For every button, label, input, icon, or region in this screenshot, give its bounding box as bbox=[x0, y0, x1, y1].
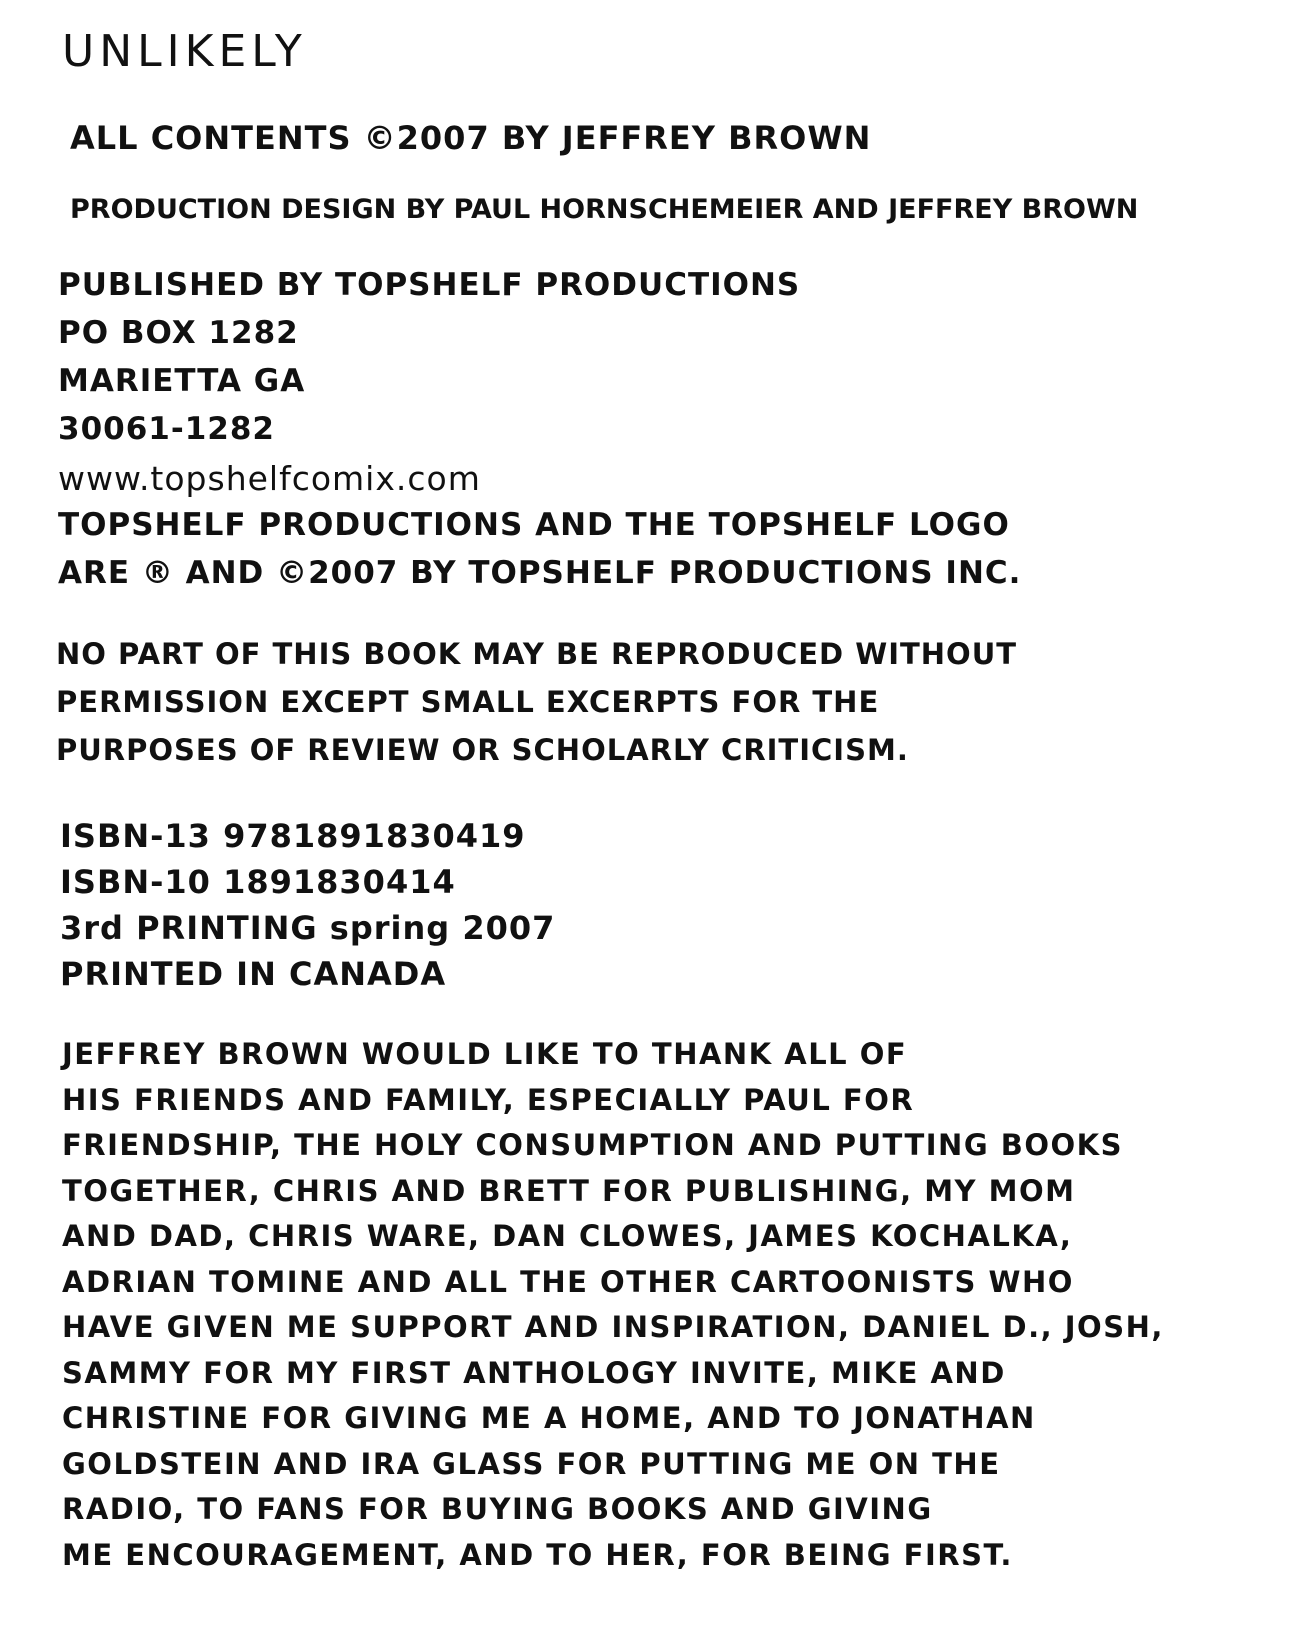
trademark-line-2: ARE ® AND ©2007 BY TOPSHELF PRODUCTIONS INC. bbox=[58, 555, 1022, 591]
website: www.topshelfcomix.com bbox=[58, 459, 481, 498]
copyright-line: ALL CONTENTS ©2007 BY JEFFREY BROWN bbox=[70, 119, 872, 157]
trademark-line-1: TOPSHELF PRODUCTIONS AND THE TOPSHELF LOGO bbox=[58, 507, 1010, 543]
rights-line: NO PART OF THIS BOOK MAY BE REPRODUCED WITHOUT bbox=[56, 637, 1018, 671]
isbn-13: ISBN-13 9781891830419 bbox=[60, 817, 526, 855]
thanks-line: CHRISTINE FOR GIVING ME A HOME, AND TO JONATHAN bbox=[62, 1401, 1036, 1435]
rights-notice bbox=[56, 637, 1018, 784]
printing-edition: 3rd PRINTING spring 2007 bbox=[60, 909, 556, 947]
rights-line: PERMISSION EXCEPT SMALL EXCERPTS FOR THE bbox=[56, 685, 880, 719]
thanks-line: HAVE GIVEN ME SUPPORT AND INSPIRATION, DANIEL D., JOSH, bbox=[62, 1310, 1164, 1344]
city: MARIETTA GA bbox=[58, 363, 306, 399]
zip-code: 30061-1282 bbox=[58, 411, 275, 447]
thanks-line: RADIO, TO FANS FOR BUYING BOOKS AND GIVING bbox=[62, 1492, 933, 1526]
thanks-line: FRIENDSHIP, THE HOLY CONSUMPTION AND PUTTING BOOKS bbox=[62, 1128, 1123, 1162]
acknowledgements bbox=[62, 1037, 1164, 1586]
thanks-line: ADRIAN TOMINE AND ALL THE OTHER CARTOONISTS WHO bbox=[62, 1264, 1074, 1299]
thanks-line: ME ENCOURAGEMENT, AND TO HER, FOR BEING FIRST. bbox=[62, 1537, 1013, 1572]
thanks-line: TOGETHER, CHRIS AND BRETT FOR PUBLISHING, MY MOM bbox=[62, 1173, 1076, 1208]
thanks-line: AND DAD, CHRIS WARE, DAN CLOWES, JAMES KOCHALKA, bbox=[62, 1219, 1073, 1253]
published-by: PUBLISHED BY TOPSHELF PRODUCTIONS bbox=[58, 267, 801, 303]
production-credit: PRODUCTION DESIGN BY PAUL HORNSCHEMEIER AND JEFFREY BROWN bbox=[70, 194, 1139, 225]
printed-in: PRINTED IN CANADA bbox=[60, 955, 447, 993]
isbn-10: ISBN-10 1891830414 bbox=[60, 863, 456, 901]
publisher-info bbox=[58, 267, 1022, 606]
thanks-line: JEFFREY BROWN WOULD LIKE TO THANK ALL OF bbox=[62, 1037, 908, 1071]
printing-info bbox=[60, 817, 556, 1004]
po-box: PO BOX 1282 bbox=[58, 315, 299, 351]
thanks-line: GOLDSTEIN AND IRA GLASS FOR PUTTING ME ON THE bbox=[62, 1446, 1001, 1481]
thanks-line: SAMMY FOR MY FIRST ANTHOLOGY INVITE, MIKE AND bbox=[62, 1355, 1006, 1390]
rights-line: PURPOSES OF REVIEW OR SCHOLARLY CRITICISM. bbox=[56, 733, 909, 767]
thanks-line: HIS FRIENDS AND FAMILY, ESPECIALLY PAUL FOR bbox=[62, 1082, 915, 1117]
book-title: UNLIKELY bbox=[62, 26, 307, 77]
